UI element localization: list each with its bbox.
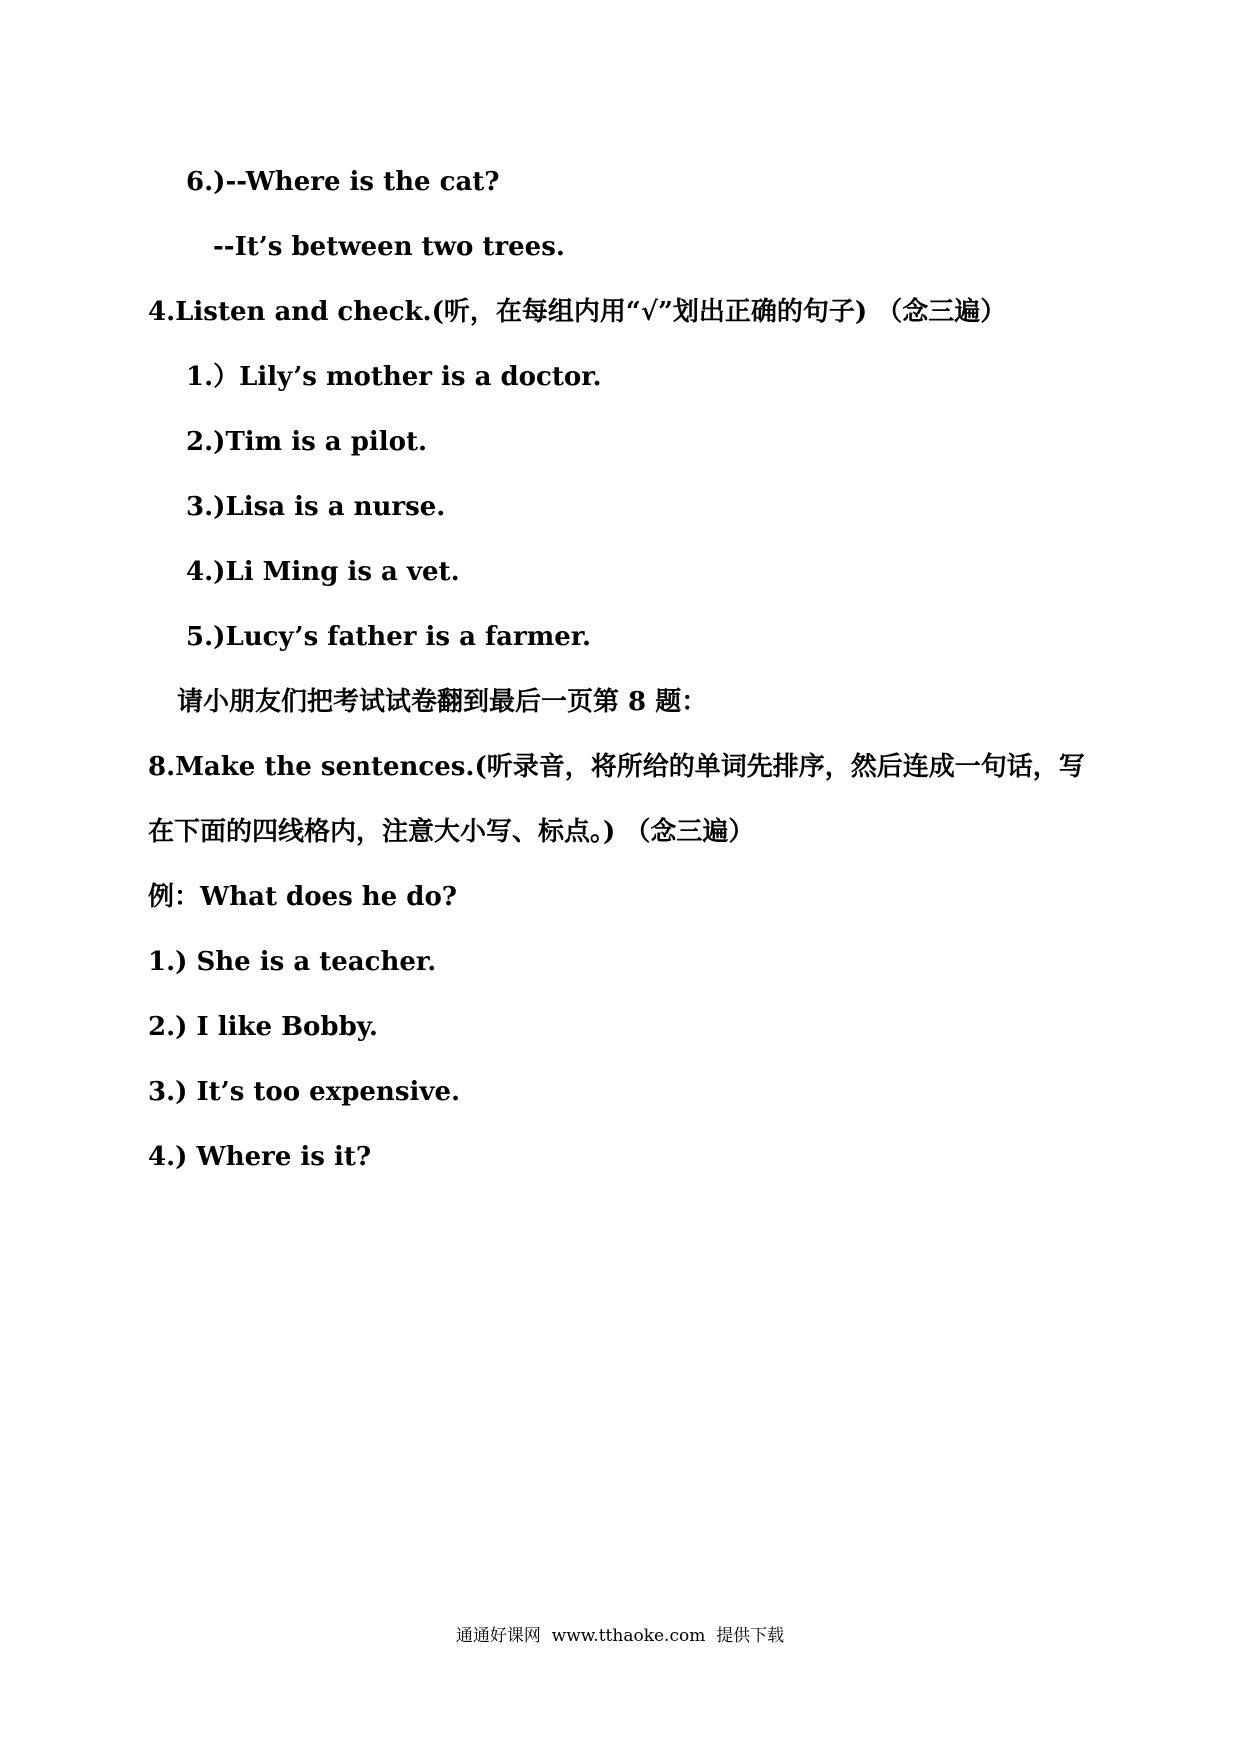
section-4-heading: 4.Listen and check.(听，在每组内用“√”划出正确的句子) （念三遍） — [148, 297, 1007, 327]
section-8-heading-continued: 在下面的四线格内，注意大小写、标点。) （念三遍） — [148, 817, 755, 847]
section-4-item-4: 4.)Li Ming is a vet. — [186, 557, 460, 587]
section-8-item-3: 3.) It’s too expensive. — [148, 1077, 461, 1107]
section-8-item-1: 1.) She is a teacher. — [148, 947, 437, 977]
section-8-example: 例：What does he do? — [148, 882, 458, 912]
section-4-item-3: 3.)Lisa is a nurse. — [186, 492, 446, 522]
section-8-heading: 8.Make the sentences.(听录音，将所给的单词先排序，然后连成一句话，写 — [148, 752, 1085, 782]
section-8-item-4: 4.) Where is it? — [148, 1142, 372, 1172]
section-4-item-1: 1.）Lily’s mother is a doctor. — [186, 362, 602, 392]
section-4-item-2: 2.)Tim is a pilot. — [186, 427, 428, 457]
turn-page-instruction: 请小朋友们把考试试卷翻到最后一页第 8 题： — [177, 687, 708, 717]
section-8-item-2: 2.) I like Bobby. — [148, 1012, 378, 1042]
listening-item-6-answer: --It’s between two trees. — [213, 232, 565, 262]
listening-item-6-question: 6.)--Where is the cat? — [186, 167, 500, 197]
page-footer: 通通好课网 www.tthaoke.com 提供下载 — [455, 1626, 785, 1646]
section-4-item-5: 5.)Lucy’s father is a farmer. — [186, 622, 592, 652]
